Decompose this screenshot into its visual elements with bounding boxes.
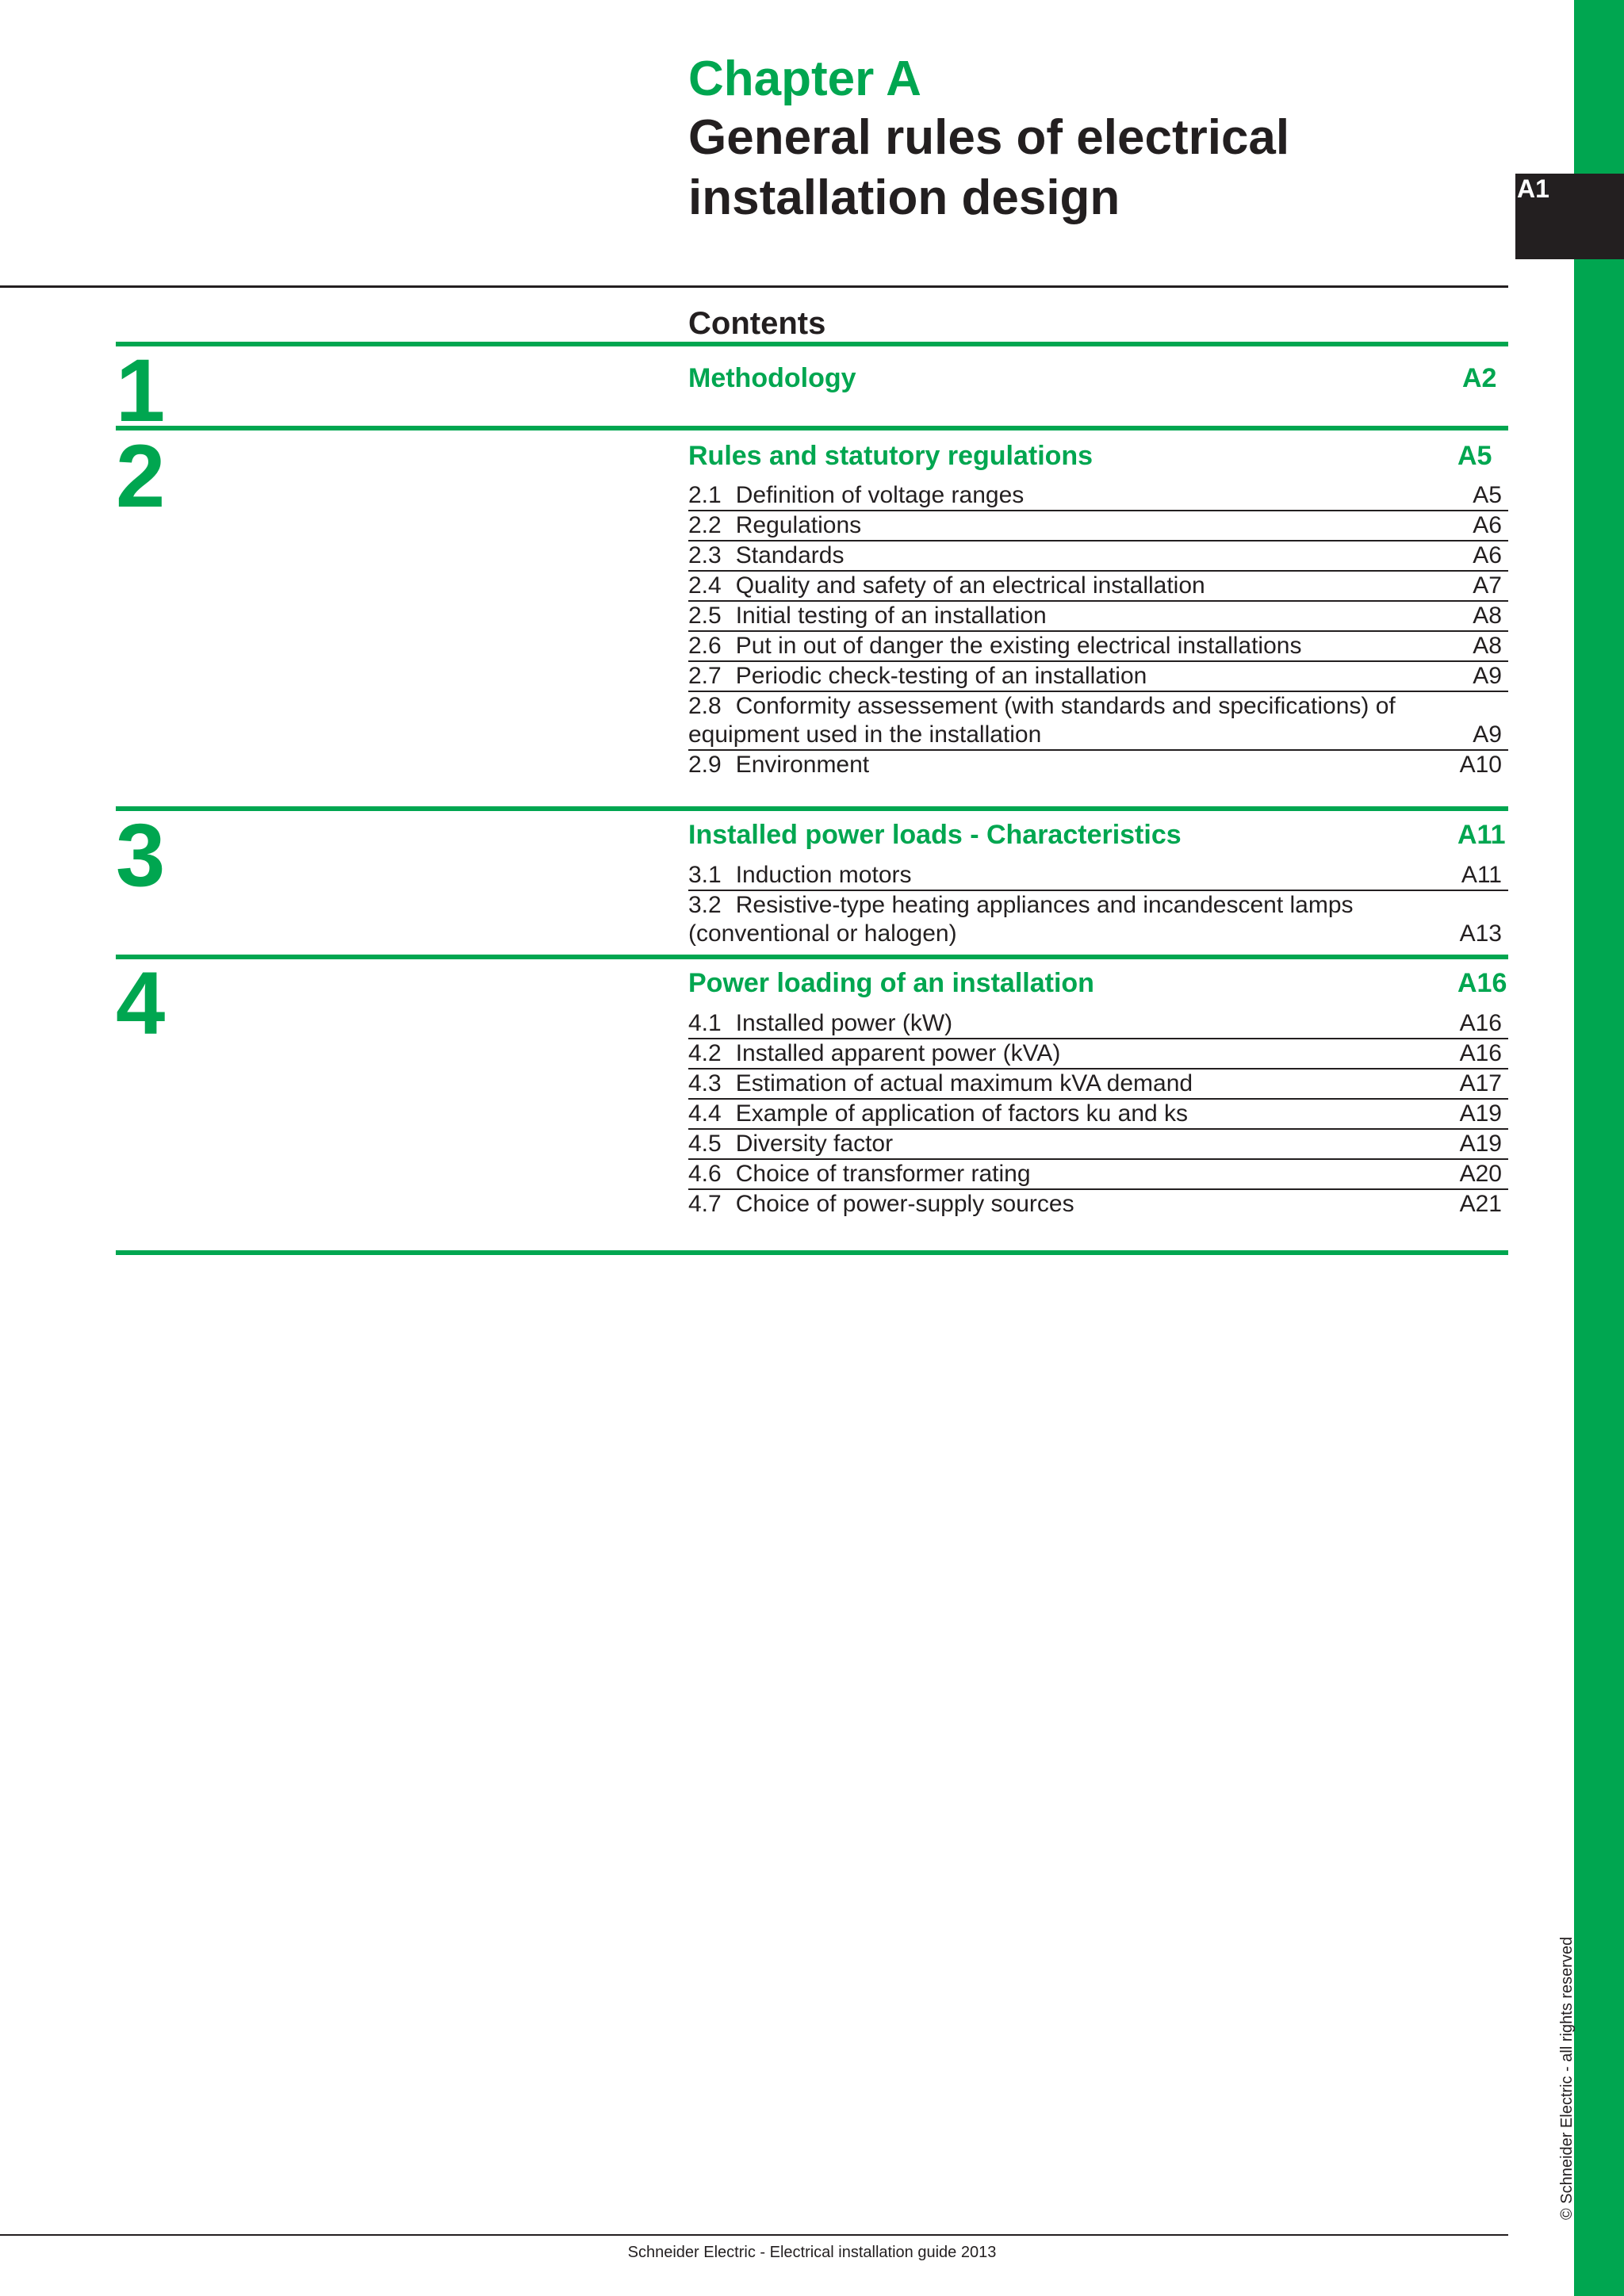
item-title: Example of application of factors ku and ks: [735, 1100, 1189, 1127]
item-title: Environment: [735, 752, 870, 778]
item-page: A7: [1473, 572, 1502, 599]
copyright-notice: © Schneider Electric - all rights reserved: [1558, 1936, 1576, 2220]
item-title: Quality and safety of an electrical installation: [735, 572, 1205, 599]
item-page: A9: [1473, 663, 1502, 689]
section-page-number: A11: [1457, 820, 1506, 850]
toc-item[interactable]: [688, 1160, 1508, 1190]
item-title: Induction motors: [735, 862, 912, 888]
toc-item[interactable]: [688, 541, 1508, 572]
toc-item[interactable]: [688, 1100, 1508, 1130]
item-title: Definition of voltage ranges: [735, 482, 1025, 508]
contents-end-divider: [116, 1250, 1508, 1255]
toc-item[interactable]: [688, 1009, 1508, 1039]
toc-section-4: [116, 955, 1508, 1254]
item-title: Choice of power-supply sources: [735, 1191, 1074, 1217]
item-number: 2.8: [688, 693, 722, 719]
toc-item[interactable]: [688, 602, 1508, 632]
item-number: 4.4: [688, 1100, 722, 1127]
item-number: 4.3: [688, 1070, 722, 1096]
toc-section-2: [116, 426, 1508, 803]
toc-item[interactable]: [688, 692, 1508, 751]
item-page: A5: [1473, 482, 1502, 508]
item-page: A9: [1473, 721, 1502, 748]
item-number: 2.4: [688, 572, 722, 599]
item-title: Standards: [735, 542, 845, 568]
section-number: 1: [116, 341, 166, 440]
header-divider: [0, 285, 1508, 288]
item-title: Resistive-type heating appliances and incandescent lamps (conventional or halogen): [688, 892, 1354, 947]
page-number-tab: A1: [1517, 174, 1549, 203]
item-number: 4.5: [688, 1131, 722, 1157]
item-page: A11: [1461, 862, 1502, 888]
side-color-bar: [1574, 0, 1624, 2296]
section-number: 3: [116, 806, 166, 905]
section-page-number: A2: [1462, 363, 1497, 393]
item-title: Put in out of danger the existing electrical installations: [735, 633, 1302, 659]
item-page: A6: [1473, 512, 1502, 538]
item-title: Diversity factor: [735, 1131, 894, 1157]
subsection-list: [688, 481, 1508, 779]
toc-item[interactable]: [688, 891, 1508, 948]
chapter-title: General rules of electrical installation design: [688, 110, 1290, 225]
toc-item[interactable]: [688, 662, 1508, 692]
item-number: 4.6: [688, 1161, 722, 1187]
item-title: Installed power (kW): [735, 1010, 953, 1036]
toc-item[interactable]: [688, 1039, 1508, 1070]
toc-item[interactable]: [688, 511, 1508, 541]
toc-item[interactable]: [688, 632, 1508, 662]
item-title: Installed apparent power (kVA): [735, 1040, 1061, 1066]
item-title: Initial testing of an installation: [735, 603, 1047, 629]
toc-item[interactable]: [688, 572, 1508, 602]
item-title: Periodic check-testing of an installation: [735, 663, 1147, 689]
item-title: Regulations: [735, 512, 862, 538]
toc-item[interactable]: [688, 751, 1508, 779]
item-page: A16: [1459, 1010, 1502, 1036]
section-title-link[interactable]: Rules and statutory regulations: [688, 441, 1094, 471]
item-page: A8: [1473, 603, 1502, 629]
section-number: 2: [116, 427, 166, 526]
section-page-number: A16: [1457, 968, 1507, 998]
item-number: 2.6: [688, 633, 722, 659]
item-title: Estimation of actual maximum kVA demand: [735, 1070, 1193, 1096]
contents-heading: Contents: [688, 306, 826, 341]
item-number: 4.7: [688, 1191, 722, 1217]
toc-item[interactable]: [688, 1130, 1508, 1160]
item-number: 3.1: [688, 862, 722, 888]
toc-section-1: [116, 341, 1508, 440]
item-page: A10: [1459, 752, 1502, 778]
item-page: A13: [1459, 920, 1502, 947]
item-number: 2.2: [688, 512, 722, 538]
item-number: 4.1: [688, 1010, 722, 1036]
item-page: A19: [1459, 1100, 1502, 1127]
section-page-number: A5: [1457, 441, 1492, 471]
item-number: 2.7: [688, 663, 722, 689]
item-title: Choice of transformer rating: [735, 1161, 1031, 1187]
section-title-link[interactable]: Installed power loads - Characteristics: [688, 820, 1182, 850]
item-number: 2.5: [688, 603, 722, 629]
item-number: 2.9: [688, 752, 722, 778]
item-page: A19: [1459, 1131, 1502, 1157]
item-number: 3.2: [688, 892, 722, 918]
item-page: A20: [1459, 1161, 1502, 1187]
toc-item[interactable]: [688, 1190, 1508, 1219]
item-page: A21: [1459, 1191, 1502, 1217]
item-number: 2.3: [688, 542, 722, 568]
footer-text: Schneider Electric - Electrical installation guide 2013: [627, 2244, 997, 2261]
item-page: A16: [1459, 1040, 1502, 1066]
footer-divider: [0, 2234, 1508, 2236]
section-title-link[interactable]: Methodology: [688, 363, 856, 393]
toc-section-3: [116, 806, 1508, 954]
subsection-list: [688, 861, 1508, 948]
toc-item[interactable]: [688, 481, 1508, 511]
section-title-link[interactable]: Power loading of an installation: [688, 968, 1094, 998]
section-number: 4: [116, 954, 166, 1053]
chapter-label: Chapter A: [688, 52, 921, 106]
item-page: A6: [1473, 542, 1502, 568]
item-number: 4.2: [688, 1040, 722, 1066]
item-page: A17: [1459, 1070, 1502, 1096]
item-number: 2.1: [688, 482, 722, 508]
toc-item[interactable]: [688, 1070, 1508, 1100]
item-page: A8: [1473, 633, 1502, 659]
subsection-list: [688, 1009, 1508, 1219]
toc-item[interactable]: [688, 861, 1508, 891]
item-title: Conformity assessement (with standards and specifications) of equipment used in the installation: [688, 693, 1396, 748]
